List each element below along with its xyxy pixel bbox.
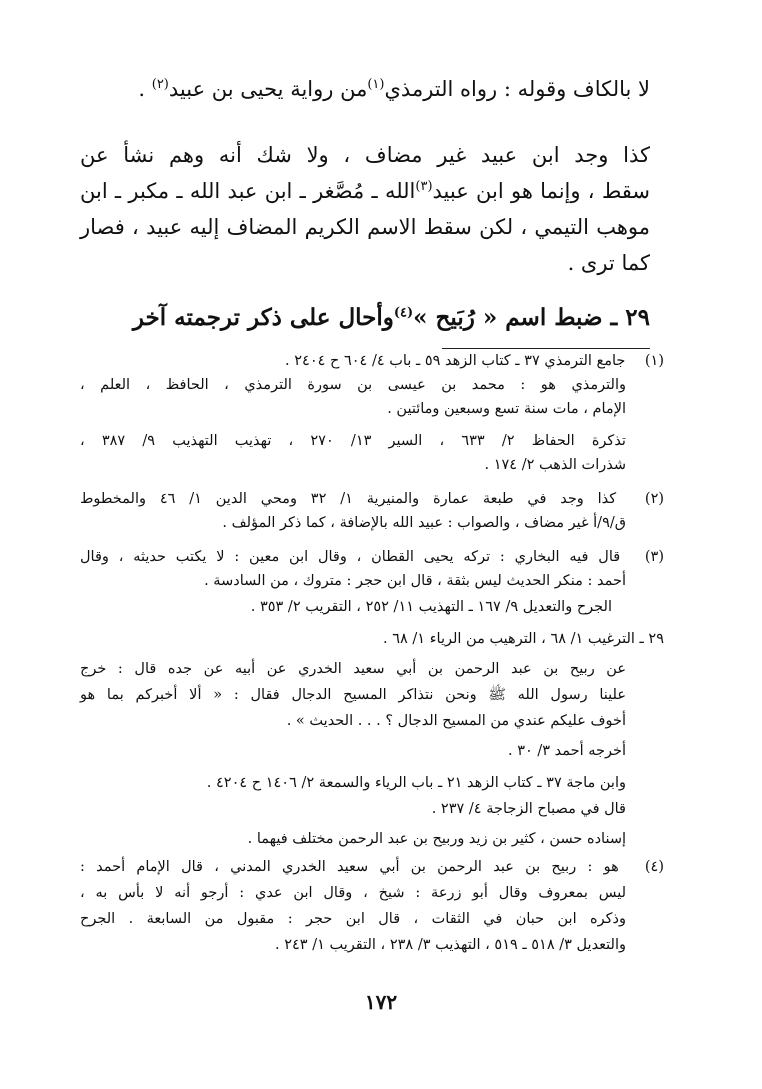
footnote-3-line-2: أحمد : منكر الحديث ليس بثقة ، قال ابن حجر : متروك ، من السادسة . [204,573,626,589]
footnote-3-line-3: الجرح والتعديل ٩/ ١٦٧ ـ التهذيب ١١/ ٢٥٢ ، التقريب ٢/ ٣٥٣ . [250,599,612,615]
footnote-2-line-2: ق/٩/أ غير مضاف ، والصواب : عبيد الله بالإضافة ، كما ذكر المؤلف . [222,515,626,531]
footnote-3-number: (٣) [644,549,665,565]
paragraph-line-1: كذا وجد ابن عبيد غير مضاف ، ولا شك أنه وهم نشأ عن [80,143,650,167]
footnote-1-line-2: والترمذي هو : محمد بن عيسى بن سورة الترمذي ، الحافظ ، العلم ، [80,377,626,393]
note-29-line-4: أخوف عليكم عندي من المسيح الدجال ؟ . . . الحديث » . [286,713,626,729]
footnote-1-line-4: تذكرة الحفاظ ٢/ ٦٣٣ ، السير ١٣/ ٢٧٠ ، تهذيب التهذيب ٩/ ٣٨٧ ، [80,433,626,449]
footnote-2-number: (٢) [644,491,665,507]
section-heading: ٢٩ ـ ضبط اسم « رُبَيح »$^{(٤)}$وأحال على ذكر ترجمته آخر [132,304,650,331]
note-29-line-1: ٢٩ ـ الترغيب ١/ ٦٨ ، الترهيب من الرياء ١/ ٦٨ . [383,631,664,647]
footnote-2-line-1: (٢) كذا وجد في طبعة عمارة والمنيرية ١/ ٣٢ ومحي الدين ١/ ٤٦ والمخطوط [80,488,664,510]
footnote-4-number: (٤) [644,859,665,875]
footnote-4-line-4: والتعديل ٣/ ٥١٨ ـ ٥١٩ ، التهذيب ٣/ ٢٣٨ ، التقريب ١/ ٢٤٣ . [275,937,626,953]
footnote-1-line-3: الإمام ، مات سنة تسع وسبعين ومائتين . [387,401,626,417]
note-29-line-2: عن ربيح بن عبد الرحمن بن أبي سعيد الخدري عن أبيه عن جده قال : خرج [80,661,626,677]
footnote-ref-2: (٢) [151,77,169,92]
paragraph-line-4: كما ترى . [567,251,650,275]
note-29-line-6: وابن ماجة ٣٧ ـ كتاب الزهد ٢١ ـ باب الرياء والسمعة ٢/ ١٤٠٦ ح ٤٢٠٤ . [206,775,626,791]
note-29-line-8: إسناده حسن ، كثير بن زيد وربيح بن عبد الرحمن مختلف فيهما . [247,831,626,847]
footnote-4-line-3: وذكره ابن حبان في الثقات ، قال ابن حجر : مقبول من السابعة . الجرح [80,911,626,927]
page-number: ١٧٢ [364,990,398,1014]
footnote-ref-3: (٣) [415,179,433,194]
paragraph-line-3: موهب التيمي ، لكن سقط الاسم الكريم المضاف إليه عبيد ، فصار [80,215,650,239]
note-29-line-7: قال في مصباح الزجاجة ٤/ ٢٣٧ . [431,801,626,817]
paragraph-line-2: سقط ، وإنما هو ابن عبيد$^{(٣)}$الله ـ مُصَّغر ـ ابن عبد الله ـ مكبر ـ ابن [80,179,650,203]
footnote-4-line-1: (٤) هو : ربيح بن عبد الرحمن بن أبي سعيد الخدري المدني ، قال الإمام أحمد : [80,856,664,878]
note-29-line-5: أخرجه أحمد ٣/ ٣٠ . [507,743,626,759]
footnote-ref-4: (٤) [393,305,414,321]
note-29-line-3: علينا رسول الله ﷺ ونحن نتذاكر المسيح الدجال فقال : « ألا أخبركم بما هو [80,687,626,703]
footnote-1-line-1: (١) جامع الترمذي ٣٧ ـ كتاب الزهد ٥٩ ـ باب ٤/ ٦٠٤ ح ٢٤٠٤ . [70,350,664,372]
footnote-3-line-1: (٣) قال فيه البخاري : تركه يحيى القطان ، وقال ابن معين : لا يكتب حديثه ، وقال [80,546,664,568]
footnote-separator [442,348,650,349]
footnote-4-line-2: ليس بمعروف وقال أبو زرعة : شيخ ، وقال ابن عدي : أرجو أنه لا بأس به ، [80,885,626,901]
footnote-1-line-5: شذرات الذهب ٢/ ١٧٤ . [484,457,626,473]
footnote-ref-1: (١) [367,77,385,92]
body-line-1: لا بالكاف وقوله : رواه الترمذي$^{(١)}$من رواية يحيى بن عبيد$^{(٢)}$ . [138,77,650,101]
footnote-1-number: (١) [644,353,664,369]
